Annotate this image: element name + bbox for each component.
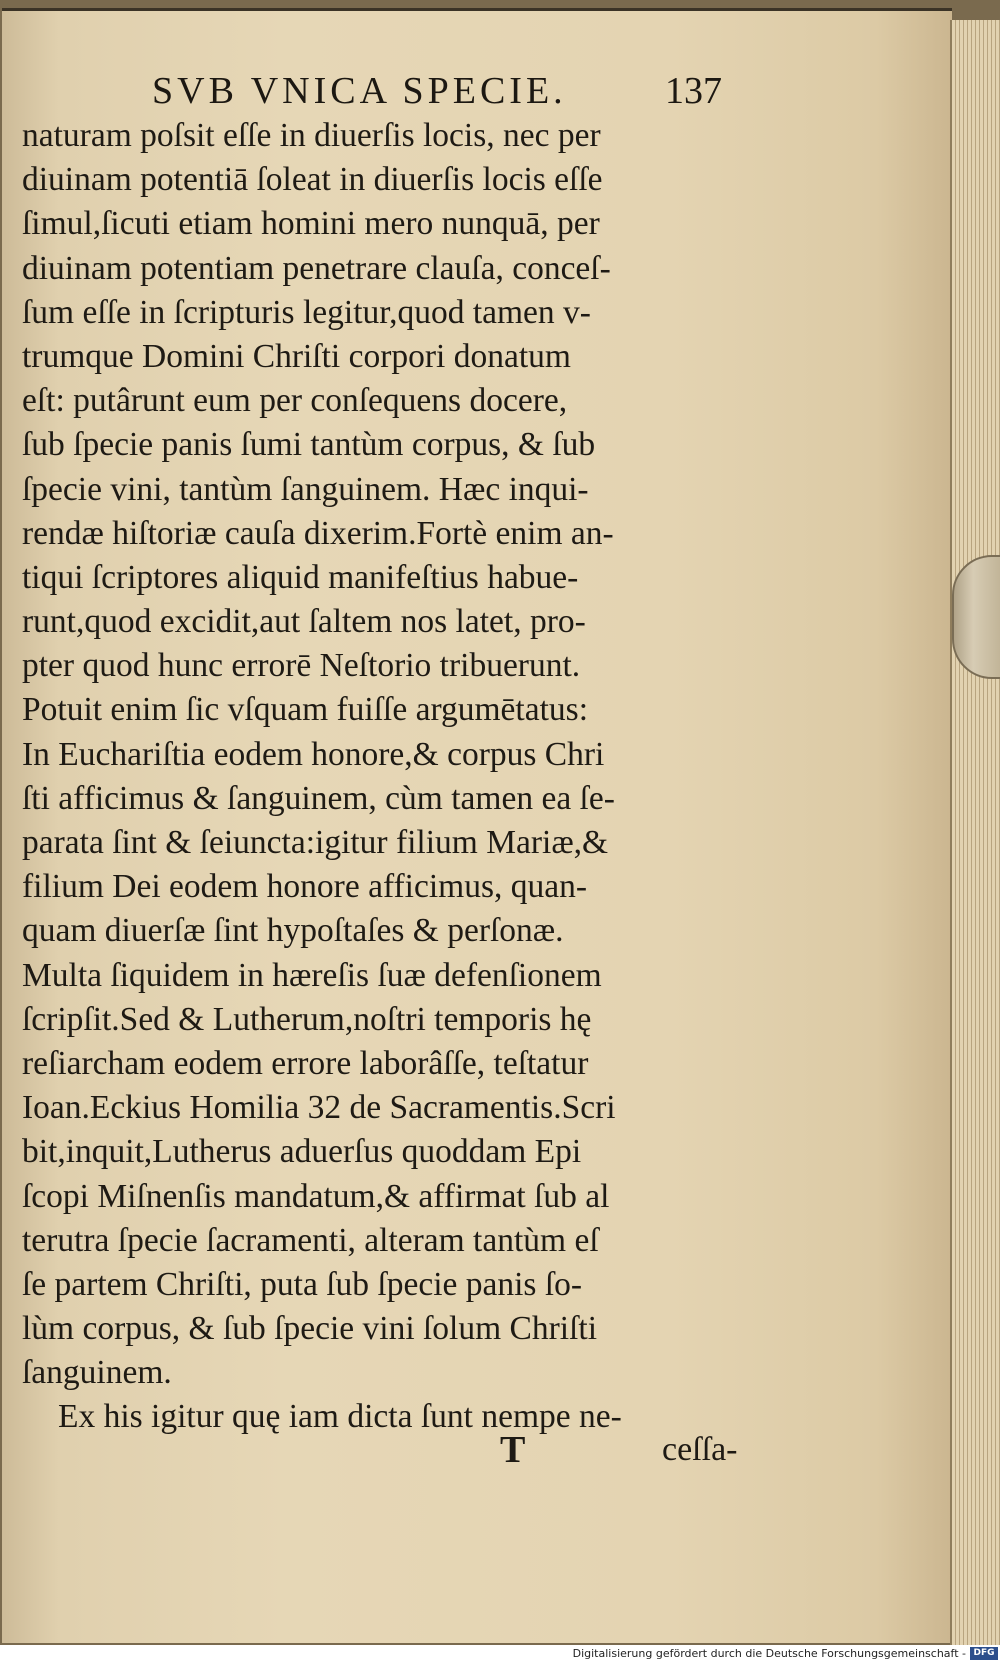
text-line: trumque Domini Chriſti corpori donatum [22,337,571,375]
text-line: Potuit enim ſic vſquam fuiſſe argumētatus: [22,691,588,729]
text-line: diuinam potentiā ſoleat in diuerſis locis eſſe [22,161,603,199]
text-line: eſt: putârunt eum per conſequens docere, [22,382,568,420]
text-line: ſe partem Chriſti, puta ſub ſpecie panis ſo- [22,1265,583,1303]
text-line: bit,inquit,Lutherus aduerſus quoddam Epi [22,1133,582,1171]
text-line: ſpecie vini, tantùm ſanguinem. Hæc inqui- [22,470,589,508]
signature-mark: T [500,1429,526,1471]
text-line: ſub ſpecie panis ſumi tantùm corpus, & ſub [22,426,596,464]
dfg-logo-icon: DFG [970,1647,998,1660]
text-line: In Euchariſtia eodem honore,& corpus Chri [22,735,605,773]
text-line: naturam poſsit eſſe in diuerſis locis, nec per [22,117,601,154]
text-line: tiqui ſcriptores aliquid manifeſtius habue- [22,558,579,596]
text-line: ſcripſit.Sed & Lutherum,noſtri temporis hę [22,1000,592,1038]
book-clasp [952,555,1000,679]
text-line: pter quod hunc errorē Neſtorio tribuerunt. [22,647,581,685]
text-line: rendæ hiſtoriæ cauſa dixerim.Fortè enim an- [22,514,614,552]
text-line: terutra ſpecie ſacramenti, alteram tantùm eſ [22,1221,599,1259]
text-line: ſcopi Miſnenſis mandatum,& affirmat ſub al [22,1177,610,1215]
paragraph-first-line: Ex his igitur quę iam dicta ſunt nempe ne- [58,1398,622,1436]
text-line: parata ſint & ſeiuncta:igitur filium Mariæ,& [22,824,609,861]
text-line: ſti afficimus & ſanguinem, cùm tamen ea ſe- [22,779,615,817]
catchword: ceſſa- [662,1431,738,1468]
digitization-credit-bar [0,1645,1000,1663]
text-line: ſanguinem. [22,1354,172,1392]
text-line: ſimul,ſicuti etiam homini mero nunquā, per [22,205,600,243]
page-header [152,69,732,113]
signature-line [22,1426,738,1474]
page-number: 137 [665,70,722,112]
text-line: lùm corpus, & ſub ſpecie vini ſolum Chriſti [22,1310,598,1348]
page-edges [950,20,1000,1645]
text-line: filium Dei eodem honore afficimus, quan- [22,868,588,906]
credit-text: Digitalisierung gefördert durch die Deutsche Forschungsgemeinschaft - [572,1647,966,1660]
text-line: diuinam potentiam penetrare clauſa, conceſ- [22,249,611,287]
text-line: runt,quod excidit,aut ſaltem nos latet, pro- [22,603,586,641]
text-line: ſum eſſe in ſcripturis legitur,quod tamen v- [22,293,591,331]
text-line: Ioan.Eckius Homilia 32 de Sacramentis.Scri [22,1089,616,1127]
text-line: reſiarcham eodem errore laborâſſe, teſtatur [22,1044,589,1082]
running-head: SVB VNICA SPECIE. [152,70,567,112]
text-line: Multa ſiquidem in hæreſis ſuæ defenſionem [22,956,602,994]
book-page [2,8,952,1643]
body-text [22,114,727,1440]
text-line: quam diuerſæ ſint hypoſtaſes & perſonæ. [22,912,564,950]
